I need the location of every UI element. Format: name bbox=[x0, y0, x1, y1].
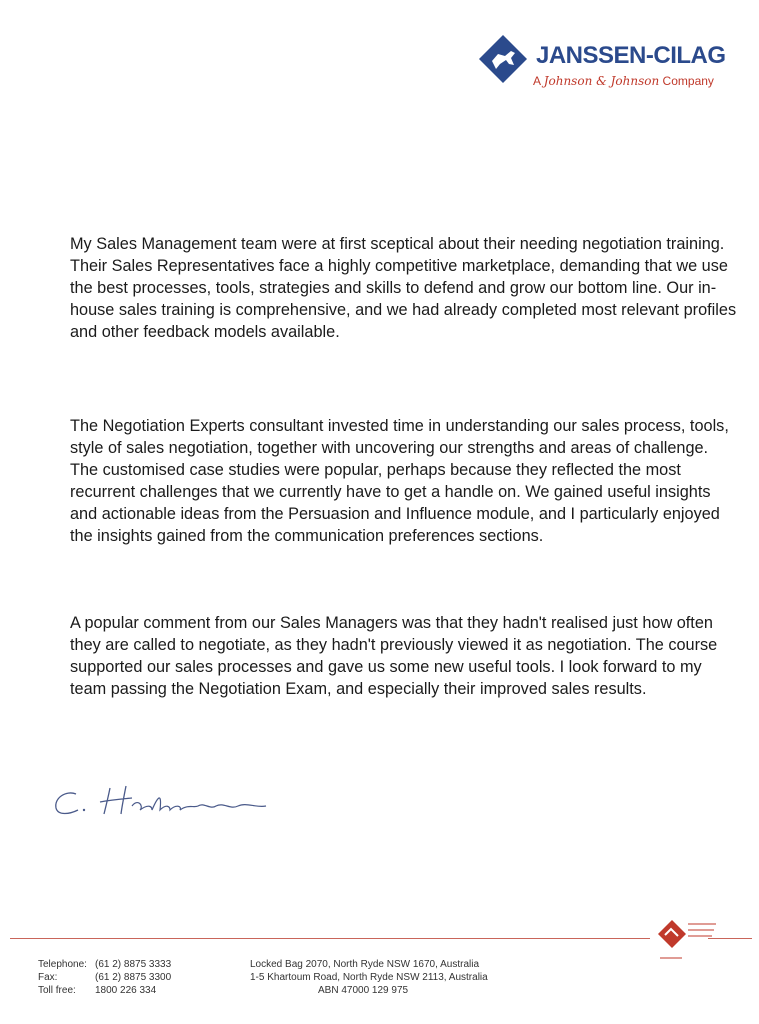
fax-value: (61 2) 8875 3300 bbox=[95, 972, 172, 983]
quality-assured-logo bbox=[652, 916, 722, 966]
fax-label: Fax: bbox=[38, 972, 58, 983]
tollfree-label: Toll free: bbox=[38, 985, 76, 996]
footer-rule bbox=[10, 938, 650, 939]
letter-paragraph-3: A popular comment from our Sales Managers was that they hadn't realised just how often they are called to negotiate, as they hadn't previously viewed it as negotiation. The course supported our sales processes and gave us some new useful tools. I look forward to my team passing the Negotiation Exam, and especially their improved sales results. bbox=[70, 614, 718, 698]
logo-name: JANSSEN-CILAG bbox=[536, 42, 726, 69]
janssen-diamond-icon bbox=[478, 34, 528, 84]
telephone-label: Telephone: bbox=[38, 959, 87, 970]
address-line-1: Locked Bag 2070, North Ryde NSW 1670, Australia bbox=[250, 959, 480, 970]
letter-paragraph-2: The Negotiation Experts consultant invested time in understanding our sales process, tools, style of sales negotiation, together with uncovering our strengths and areas of challenge. The customised case studies were popular, perhaps because they reflected the most recurrent challenges that we currently have to get a handle on. We gained useful insights and actionable ideas from the Persuasion and Influence module, and I particularly enjoyed the insights gained from the communication preferences sections. bbox=[70, 417, 729, 545]
handwritten-signature bbox=[48, 776, 278, 826]
abn: ABN 47000 129 975 bbox=[318, 985, 409, 996]
footer-contact bbox=[38, 958, 171, 997]
tollfree-value: 1800 226 334 bbox=[95, 985, 157, 996]
footer-address bbox=[250, 958, 488, 997]
company-logo bbox=[478, 32, 738, 92]
telephone-value: (61 2) 8875 3333 bbox=[95, 959, 172, 970]
address-line-2: 1-5 Khartoum Road, North Ryde NSW 2113, Australia bbox=[250, 972, 488, 983]
letter-paragraph-1: My Sales Management team were at first sceptical about their needing negotiation training. Their Sales Representatives face a highly competitive marketplace, demanding that we use the best processes, tools, strategies and skills to defend and grow our bottom line. Our in-house sales training is comprehensive, and we had already completed most relevant profiles and other feedback models available. bbox=[70, 235, 737, 341]
logo-subtitle: A Johnson & Johnson Company bbox=[533, 74, 714, 88]
jj-wordmark: Johnson & Johnson bbox=[543, 74, 660, 88]
